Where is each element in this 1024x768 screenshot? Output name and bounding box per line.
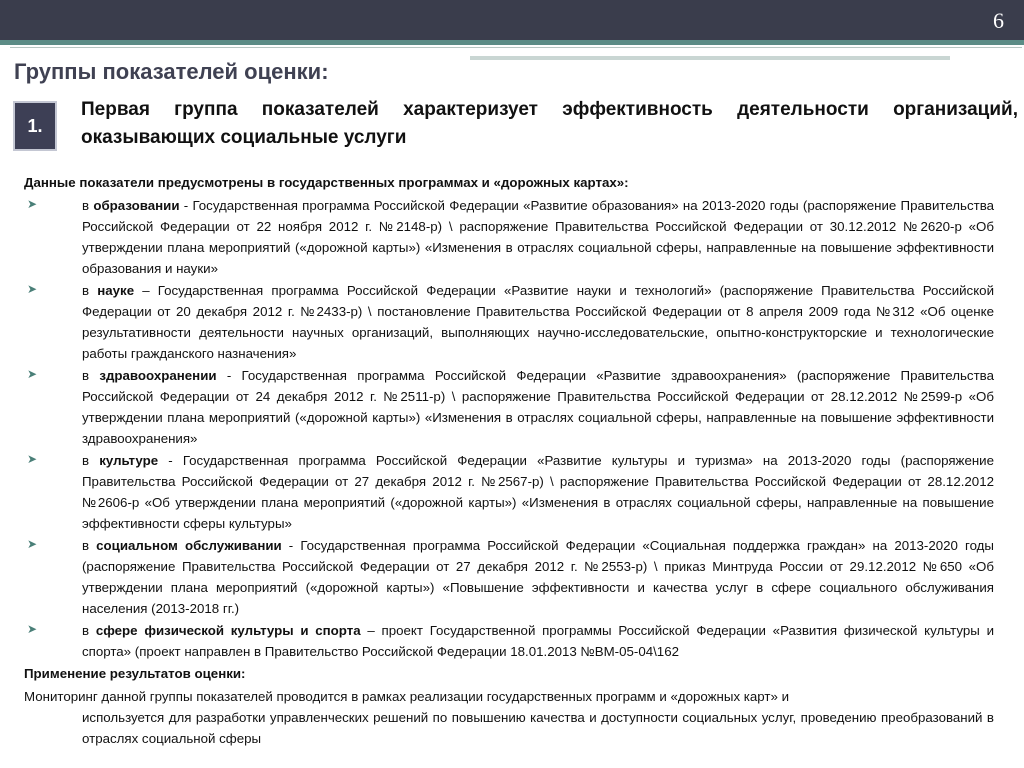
bullet-text: - Государственная программа Российской Федерации «Развитие образования» на 2013-2020 годы (распоряжение Правительства Российской Федерации от 22 ноября 2012 г. №2148-р) \ распоряжение Правительства Российской Федерации от 30.12.2012 №2620-р «Об утверждении плана мероприятий («дорожной карты») «Изменения в отраслях социальной сферы, направленные на повышение эффективности образования и науки»	[82, 198, 995, 276]
arrow-bullet-icon: ➤	[27, 367, 38, 381]
arrow-bullet-icon: ➤	[27, 622, 38, 636]
application-text: используется для разработки управленческих решений по повышению качества и доступности социальных услуг, проведению преобразований в отраслях социальной сферы	[82, 710, 994, 746]
list-item-culture	[24, 450, 994, 534]
arrow-bullet-icon: ➤	[27, 197, 38, 211]
bullet-text: - Государственная программа Российской Федерации «Развитие культуры и туризма» на 2013-2020 годы (распоряжение Правительства Российской Федерации от 27 декабря 2012 г. №2567-р) \ распоряжение Правительства Российской Федерации от 28.12.2012 №2606-р «Об утверждении плана мероприятий («дорожной карты») «Изменения в отраслях социальной сферы, направленные на повышение эффективности сферы культуры»	[82, 453, 995, 531]
slide-number: 6	[993, 8, 1004, 33]
page-title: Группы показателей оценки:	[14, 59, 329, 84]
bullet-prefix: в	[82, 368, 100, 383]
arrow-bullet-icon: ➤	[27, 282, 38, 296]
bullet-text: – проект Государственной программы Российской Федерации «Развития физической культуры и спорта» (проект направлен в Правительство Российской Федерации 18.01.2013 №ВМ-05-04\162	[82, 623, 994, 659]
group-number-badge: 1.	[13, 101, 57, 151]
bullet-prefix: в	[82, 453, 100, 468]
bullet-prefix: в	[82, 623, 96, 638]
application-first-line: Мониторинг данной группы показателей проводится в рамках реализации государственных программ и «дорожных карт» и	[24, 689, 790, 704]
bullet-sector: социальном обслуживании	[96, 538, 282, 553]
intro-heading: Данные показатели предусмотрены в государственных программах и «дорожных картах»:	[24, 175, 629, 190]
list-item-science	[24, 280, 994, 364]
top-accent-band	[0, 40, 1024, 45]
list-item-education	[24, 195, 994, 279]
bullet-prefix: в	[82, 198, 94, 213]
top-bar	[0, 0, 1024, 40]
list-item-healthcare	[24, 365, 994, 449]
title-accent-line	[470, 56, 950, 60]
application-heading: Применение результатов оценки:	[24, 666, 246, 681]
bullet-text: – Государственная программа Российской Федерации «Развитие науки и технологий» (распоряжение Правительства Российской Федерации от 20 декабря 2012 г. №2433-р) \ постановление Правительства Российской Федерации от 8 апреля 2009 года №312 «Об оценке результативности деятельности научных организаций, выполняющих научно-исследовательские, опытно-конструкторские и технологические работы гражданского назначения»	[82, 283, 994, 361]
bullet-text: - Государственная программа Российской Федерации «Развитие здравоохранения» (распоряжение Правительства Российской Федерации от 24 декабря 2012 г. №2511-р) \ распоряжение Правительства Российской Федерации от 28.12.2012 №2599-р «Об утверждении плана мероприятий («дорожной карты») «Изменения в отраслях социальной сферы, направленные на повышение эффективности здравоохранения»	[82, 368, 994, 446]
bullet-sector: науке	[97, 283, 135, 298]
list-item-social-services	[24, 535, 994, 619]
group-headline: Первая группа показателей характеризует эффективность деятельности организаций, оказывающих социальные услуги	[81, 99, 1018, 148]
bullet-sector: здравоохранении	[99, 368, 217, 383]
title-divider	[10, 47, 1022, 48]
arrow-bullet-icon: ➤	[27, 452, 38, 466]
bullet-sector: образовании	[93, 198, 180, 213]
bullet-prefix: в	[82, 538, 97, 553]
arrow-bullet-icon: ➤	[27, 537, 38, 551]
list-item-sports	[24, 620, 994, 662]
bullet-text: - Государственная программа Российской Федерации «Социальная поддержка граждан» на 2013-2020 годы (распоряжение Правительства Российской Федерации от 27 декабря 2012 г. №2553-р) \ приказ Минтруда России от 29.12.2012 №650 «Об утверждении плана мероприятий («дорожной карты») «Повышение эффективности и качества услуг в сфере социального обслуживания населения (2013-2018 гг.)	[82, 538, 994, 616]
bullet-prefix: в	[82, 283, 98, 298]
bullet-sector: культуре	[99, 453, 159, 468]
content	[24, 172, 994, 749]
bullet-sector: сфере физической культуры и спорта	[95, 623, 361, 638]
